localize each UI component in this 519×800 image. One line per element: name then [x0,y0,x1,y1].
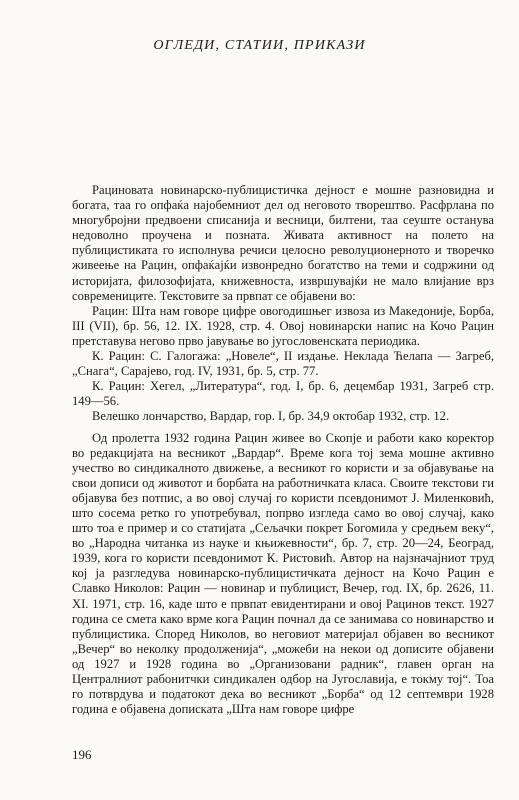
paragraph-commentary: Од пролетта 1932 година Рацин живее во Скопје и работи како коректор во редакцијата на весникот „Вардар“. Време кога тој зема мошне активно учество во синдикалното движење, а весникот го користи и за објавување на свои дописи од животот и борбата на работничката класа. Своите текстови ги објавува без потпис, а во овој случај го користи псевдонимот Ј. Миленковић, што сосема ретко го употребувал, попрво изгледа само во овој случај, како што тоа е пример и со статијата „Сељачки покрет Богомила у средњем веку“, во „Народна читанка из науке и књижевности“, бр. 7, стр. 20—24, Београд, 1939, кога го користи псевдонимот К. Ристовић. Автор на најзначајниот труд кој ја разгледува новинарско-публицистичката дејност на Кочо Рацин е Славко Николов: Рацин — новинар и публицист, Вечер, год. IX, бр. 2626, 11. XI. 1971, стр. 16, каде што е првпат евидентирани и овој Рацинов текст. 1927 година се смета како врме кога Рацин почнал да се занимава со новинарство и публицистика. Според Николов, во неговиот материјал објавен во весникот „Вечер“ во неколку продолженија“, „можеби на некои од дописите објавени од 1927 и 1928 година во „Организовани радник“, главен орган на Централниот рабонитчки синдикален одбор на Југославија, е токму тој“. Тоа го потврдува и податокот дека во весникот „Борба“ од 12 септември 1928 година е објавена дописката „Шта нам говоре цифре [72,430,494,717]
paragraph-reference-snaga: К. Рацин: С. Галогажа: „Новеле“, II издање. Неклада Ћелапа — Загреб, „Снага“, Сарајево, год. IV, 1931, бр. 5, стр. 77. [72,349,494,379]
paragraph-reference-literatura: К. Рацин: Хегел, „Литература“, год. I, бр. 6, децембар 1931, Загреб стр. 149—56. [72,379,494,409]
paragraph-reference-borba: Рацин: Шта нам говоре цифре овогодишњег извоза из Македоније, Борба, III (VII), бр. 56, 12. IX. 1928, стр. 4. Овој новинарски напис на Кочо Рацин претставува негово прво јавување во југословенската периодика. [72,303,494,348]
body-text [72,183,494,717]
paragraph-intro: Рациновата новинарско-публицистичка дејност е мошне разновидна и богата, таа го опфаќа најобемниот дел од неговото творештво. Расфрлана по многубројни предвоени списанија и весници, билтени, таа сеуште останува недоволно проучена и позната. Живата активност на полето на публицистиката го исполнува речиси целосно револуционерното и творечко живеење на Рацин, опфаќајќи извонредно богатство на теми и содржини од историјата, филозофијата, книжевноста, извршувајќи не мало влијание врз современиците. Текстовите за првпат се објавени во: [72,183,494,303]
paragraph-reference-vardar: Велешко лончарство, Вардар, гор. I, бр. 34,9 октобар 1932, стр. 12. [92,409,450,424]
running-header: ОГЛЕДИ, СТАТИИ, ПРИКАЗИ [153,38,366,53]
page-number: 196 [72,747,92,762]
